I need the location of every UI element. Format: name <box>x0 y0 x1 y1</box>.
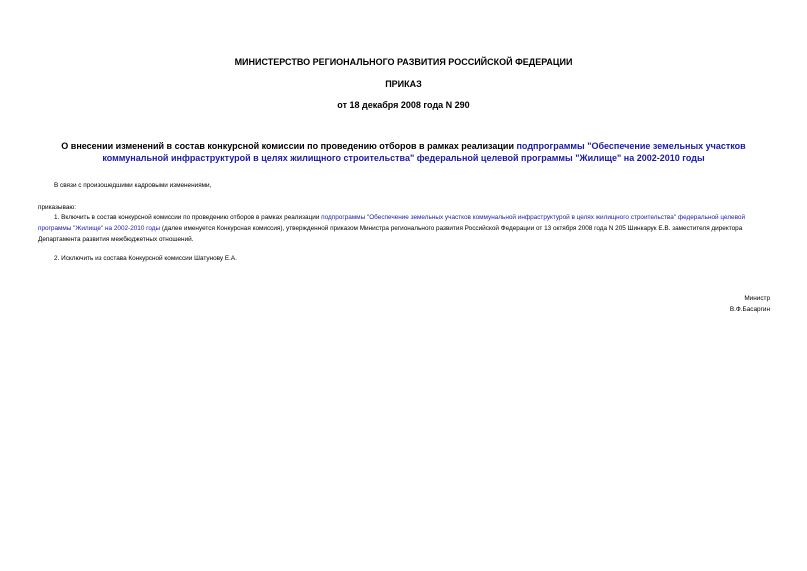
order-item-2: 2. Исключить из состава Конкурсной комиссии Шатунову Е.А. <box>54 255 237 262</box>
document-type: ПРИКАЗ <box>385 79 422 89</box>
document-title <box>60 140 747 164</box>
signature-position: Министр <box>744 295 770 302</box>
item1-program-link[interactable]: подпрограммы "Обеспечение земельных участков коммунальной инфраструктурой в целях жилищного строительства" федеральной целевой программы "Жилище" на 2002-2010 годы <box>38 214 746 232</box>
intro-paragraph: В связи с произошедшими кадровыми изменениями, <box>54 182 212 189</box>
ministry-name: МИНИСТЕРСТВО РЕГИОНАЛЬНОГО РАЗВИТИЯ РОССИЙСКОЙ ФЕДЕРАЦИИ <box>234 57 573 67</box>
order-item-1 <box>38 212 770 245</box>
item1-prefix: 1. Включить в состав конкурсной комиссии по проведению отборов в рамках реализации <box>54 214 322 221</box>
document-date-number: от 18 декабря 2008 года N 290 <box>337 100 470 110</box>
order-word: приказываю: <box>38 204 76 211</box>
item1-suffix: (далее именуется Конкурсная комиссия), утвержденной приказом Министра регионального развития Российской Федерации от 13 октября 2008 года N 205 Шинкарук Е.В. заместителя директора Департамента развития межбюджетных отношений. <box>38 225 743 243</box>
title-prefix: О внесении изменений в состав конкурсной комиссии по проведению отборов в рамках реализации <box>61 141 517 151</box>
signature-name: В.Ф.Басаргин <box>729 306 770 313</box>
title-program-link[interactable]: подпрограммы "Обеспечение земельных участков коммунальной инфраструктурой в целях жилищного строительства" федеральной целевой программы "Жилище" на 2002-2010 годы <box>102 141 746 163</box>
